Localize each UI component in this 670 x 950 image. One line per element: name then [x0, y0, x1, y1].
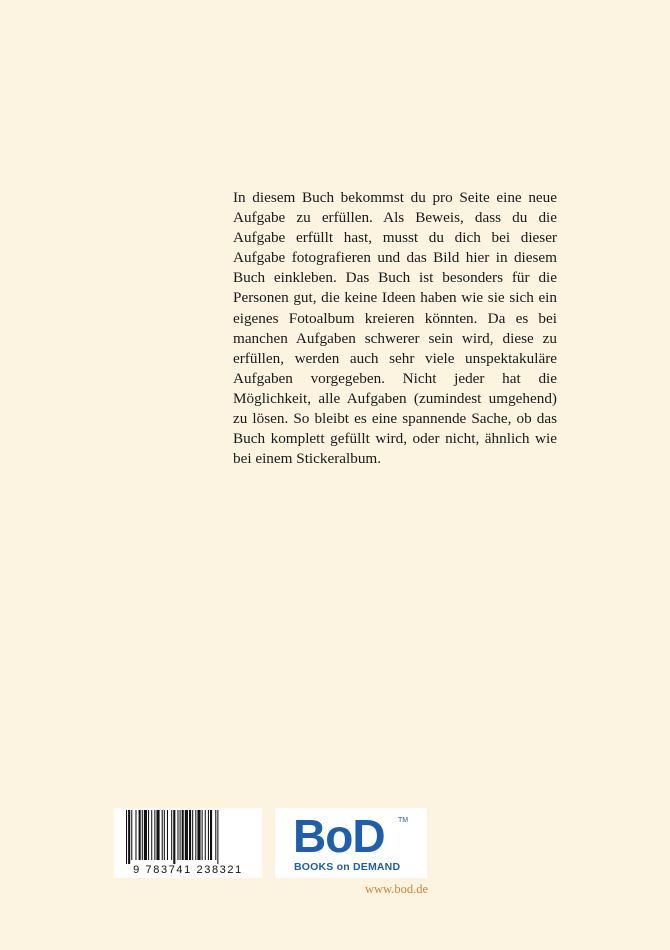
- barcode-bar: [182, 810, 184, 860]
- publisher-url[interactable]: www.bod.de: [365, 882, 429, 896]
- barcode-bar: [151, 810, 152, 860]
- barcode-bar: [180, 810, 181, 860]
- isbn-barcode: [114, 808, 262, 878]
- barcode-bar: [126, 810, 127, 864]
- barcode-bar: [205, 810, 206, 860]
- barcode-bar: [142, 810, 143, 860]
- barcode-bar: [192, 810, 193, 860]
- barcode-bars: [114, 808, 262, 864]
- trademark-symbol: TM: [398, 817, 409, 824]
- barcode-bar: [154, 810, 155, 860]
- barcode-bar: [210, 810, 212, 860]
- barcode-bar: [144, 810, 147, 860]
- barcode-bar: [131, 810, 132, 860]
- barcode-bar: [189, 810, 191, 860]
- barcode-digits: 9 783741 238321: [133, 864, 243, 876]
- publisher-logo-mark: BoD: [293, 810, 385, 862]
- barcode-bar: [156, 810, 159, 860]
- barcode-bar: [208, 810, 209, 860]
- barcode-bar: [217, 810, 218, 864]
- barcode-bar: [202, 810, 203, 860]
- barcode-bar: [197, 810, 200, 860]
- barcode-bar: [128, 810, 130, 864]
- barcode-bar: [173, 810, 175, 864]
- back-cover-blurb: In diesem Buch bekommst du pro Seite eine neue Aufgabe zu erfüllen. Als Beweis, dass du die Aufgabe erfüllt hast, musst du dich bei dieser Aufgabe fotografieren und das Bild hier in diesem Buch einkleben. Das Buch ist besonders für die Personen gut, die keine Ideen haben wie sie sich ein eigenes Fotoalbum kreieren könnten. Da es bei manchen Aufgaben schwerer sein wird, diese zu erfüllen, werden auch sehr viele unspektakuläre Aufgaben vorgegeben. Nicht jeder hat die Möglichkeit, alle Aufgaben (zumindest umgehend) zu lösen. So bleibt es eine spannende Sache, ob das Buch komplett gefüllt wird, oder nicht, ähnlich wie bei einem Stickeralbum.: [233, 189, 557, 468]
- barcode-bar: [215, 810, 216, 860]
- publisher-tagline: BOOKS on DEMAND: [294, 861, 401, 873]
- barcode-bar: [162, 810, 163, 860]
- barcode-bar: [148, 810, 149, 860]
- barcode-bar: [185, 810, 188, 860]
- barcode-bar: [139, 810, 141, 860]
- publisher-logo: [275, 808, 427, 878]
- barcode-bar: [177, 810, 178, 860]
- barcode-bar: [195, 810, 196, 860]
- barcode-bar: [171, 810, 172, 860]
- barcode-bar: [164, 810, 165, 860]
- barcode-bar: [167, 810, 168, 860]
- barcode-bar: [135, 810, 136, 860]
